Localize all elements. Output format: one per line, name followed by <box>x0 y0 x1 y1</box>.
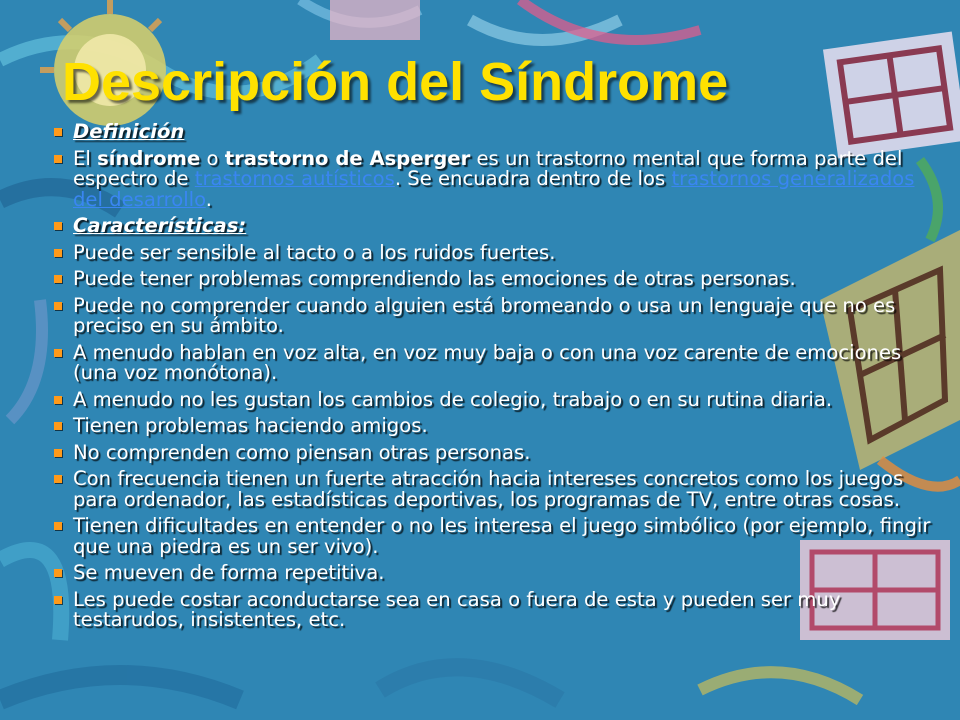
list-item <box>54 440 934 464</box>
list-item <box>54 240 934 264</box>
square-bullet-icon <box>54 349 62 357</box>
list-item <box>54 587 934 631</box>
characteristic-text: A menudo no les gustan los cambios de colegio, trabajo o en su rutina diaria. <box>73 387 833 411</box>
square-bullet-icon <box>54 449 62 457</box>
square-bullet-icon <box>54 522 62 530</box>
characteristic-text: Puede ser sensible al tacto o a los ruidos fuertes. <box>73 240 556 264</box>
square-bullet-icon <box>54 249 62 257</box>
square-bullet-icon <box>54 302 62 310</box>
square-bullet-icon <box>54 396 62 404</box>
square-bullet-icon <box>54 128 62 136</box>
definition-text-1: El <box>73 146 98 170</box>
definition-text-4: . Se encuadra dentro de los <box>394 167 672 190</box>
bullet-list <box>54 122 934 637</box>
characteristic-text: Con frecuencia tienen un fuerte atracción hacia intereses concretos como los juegos para ordenador, las estadísticas deportivas, los programas de TV, entre otras cosas. <box>73 467 904 511</box>
characteristic-text: Les puede costar aconductarse sea en casa o fuera de esta y pueden ser muy testarudos, insistentes, etc. <box>73 587 841 631</box>
definition-bold-2: trastorno de Asperger <box>224 146 471 170</box>
slide-title: Descripción del Síndrome <box>62 52 729 112</box>
link-trastornos-generalizados[interactable]: trastornos generalizados del desarrollo <box>73 167 915 211</box>
characteristic-text: Puede no comprender cuando alguien está bromeando o usa un lenguaje que no es preciso en su ámbito. <box>73 293 896 337</box>
list-item <box>54 387 934 411</box>
definition-heading: Definición <box>73 120 185 143</box>
square-bullet-icon <box>54 275 62 283</box>
square-bullet-icon <box>54 422 62 430</box>
definition-text-2: o <box>200 146 225 170</box>
list-item <box>54 269 934 290</box>
square-bullet-icon <box>54 596 62 604</box>
square-bullet-icon <box>54 222 62 230</box>
list-item <box>54 563 934 584</box>
definition-bold-1: síndrome <box>97 146 201 170</box>
square-bullet-icon <box>54 569 62 577</box>
list-item <box>54 293 934 337</box>
list-item-definition <box>54 146 934 211</box>
list-item-definition-heading <box>54 122 934 143</box>
list-item <box>54 469 934 510</box>
characteristic-text: Tienen dificultades en entender o no les interesa el juego simbólico (por ejemplo, fingir que una piedra es un ser vivo). <box>73 514 931 558</box>
list-item <box>54 416 934 437</box>
characteristic-text: Puede tener problemas comprendiendo las emociones de otras personas. <box>73 267 796 290</box>
characteristic-text: Tienen problemas haciendo amigos. <box>73 414 428 437</box>
definition-text-5: . <box>205 187 212 211</box>
square-bullet-icon <box>54 155 62 163</box>
characteristic-text: Se mueven de forma repetitiva. <box>73 561 385 584</box>
square-bullet-icon <box>54 475 62 483</box>
list-item-characteristics-heading <box>54 216 934 237</box>
characteristic-text: No comprenden como piensan otras personas. <box>73 440 531 464</box>
definition-text-3: es un trastorno mental que forma parte del espectro de <box>73 146 903 190</box>
characteristics-heading: Características: <box>73 214 247 237</box>
list-item <box>54 340 934 384</box>
link-trastornos-autisticos[interactable]: trastornos autísticos <box>194 167 395 190</box>
list-item <box>54 516 934 557</box>
characteristic-text: A menudo hablan en voz alta, en voz muy baja o con una voz carente de emociones (una voz monótona). <box>73 340 902 384</box>
